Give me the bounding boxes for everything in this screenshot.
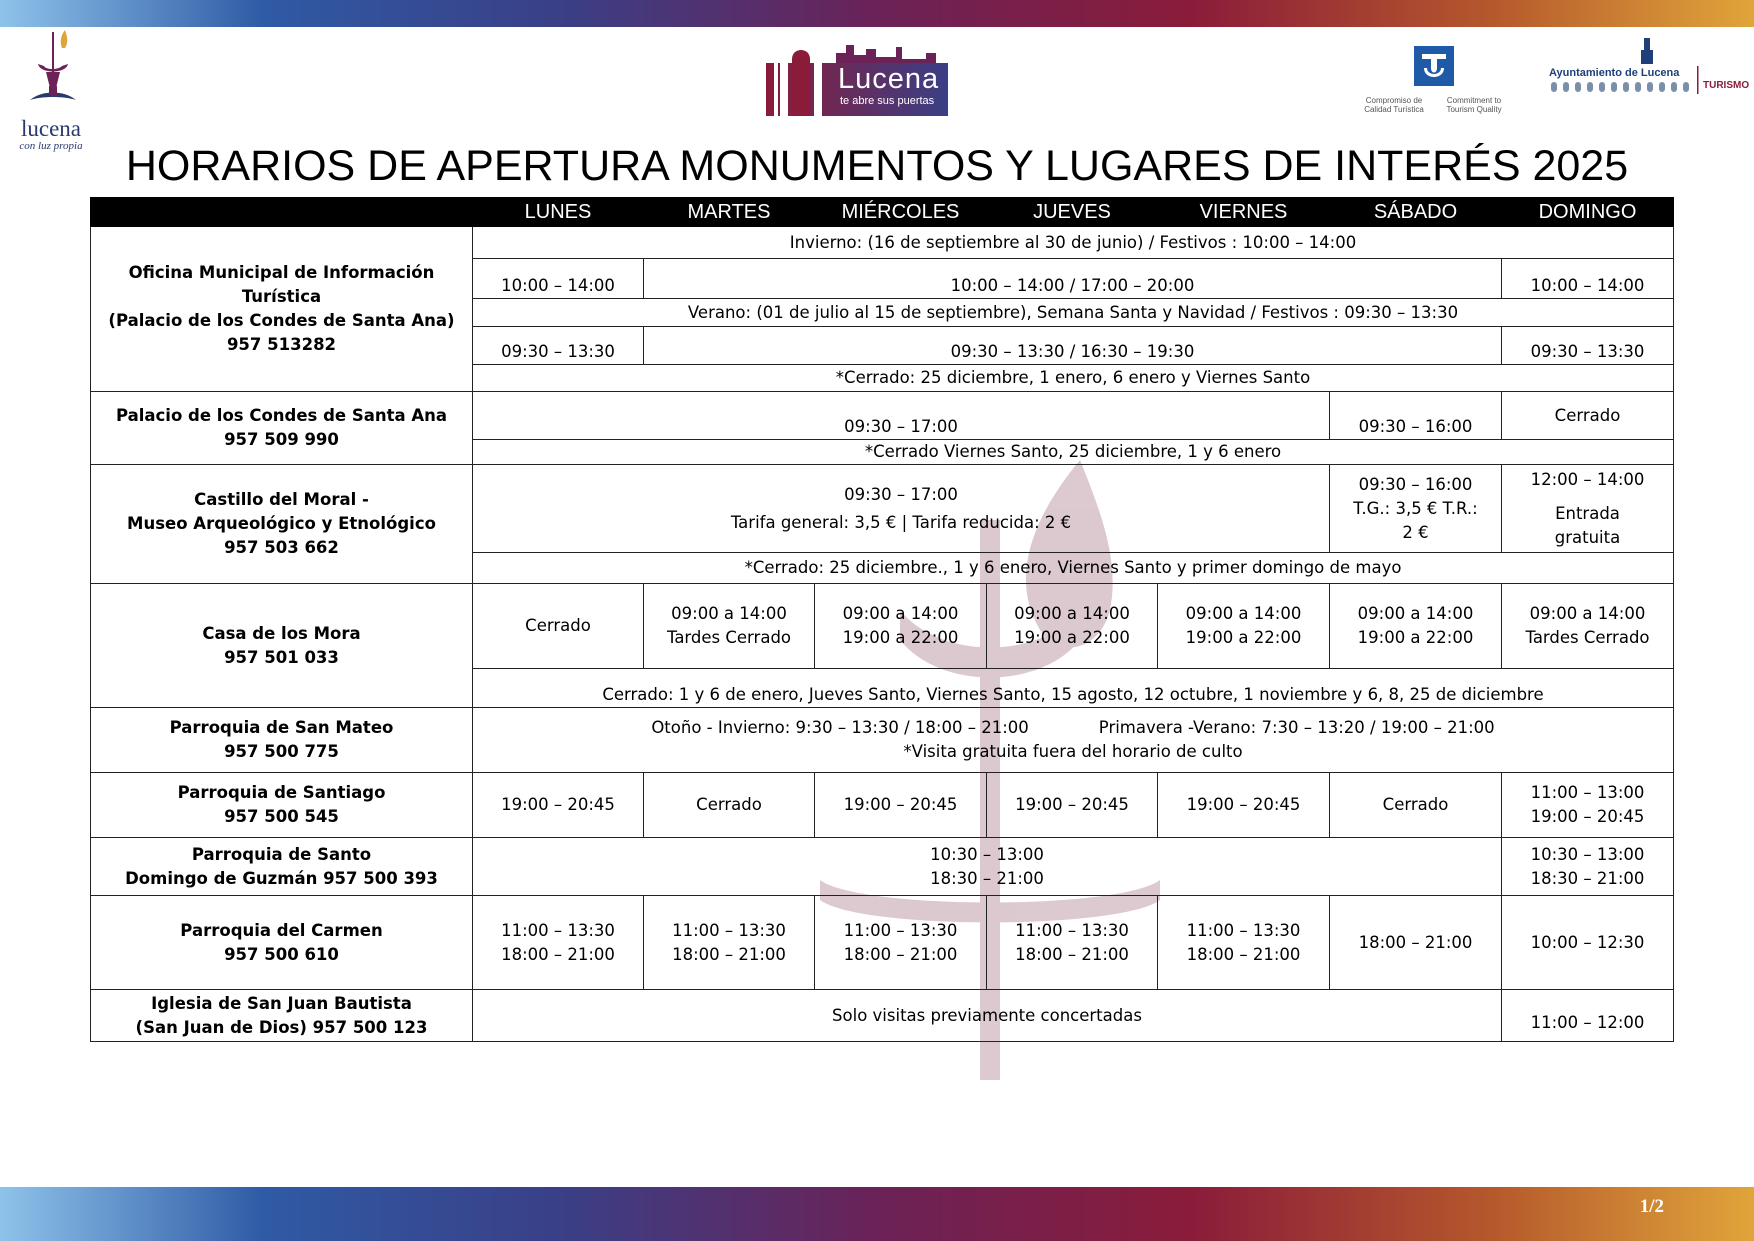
line-2: 19:00 a 22:00 <box>1185 628 1302 647</box>
place-name: Parroquia del Carmen <box>180 920 383 940</box>
sanjuan-sunday: 11:00 – 12:00 <box>1502 990 1674 1042</box>
top-color-band <box>0 0 1754 27</box>
place-name: Parroquia de San Mateo <box>169 718 394 737</box>
ayto-dept: TURISMO <box>1703 80 1750 91</box>
place-sanjuan <box>91 990 473 1042</box>
place-carmen <box>91 896 473 990</box>
oficina-summer-midweek: 09:30 – 13:30 / 16:30 – 19:30 <box>644 327 1502 365</box>
line-1: 11:00 – 13:30 <box>1015 920 1129 940</box>
carmen-tuesday <box>644 896 815 990</box>
header-saturday: SÁBADO <box>1330 198 1502 227</box>
page-number: 1/2 <box>1639 1196 1664 1217</box>
place-phone: 957 503 662 <box>224 538 339 557</box>
oficina-summer-monday: 09:30 – 13:30 <box>473 327 644 365</box>
place-phone: 957 501 033 <box>224 647 339 667</box>
place-castillo <box>91 465 473 584</box>
line-2: 19:00 a 22:00 <box>842 628 959 647</box>
line-1: 10:30 – 13:00 <box>1530 844 1645 864</box>
table-row <box>91 708 1674 773</box>
line-1: 09:00 a 14:00 <box>1357 604 1474 623</box>
castillo-sunday-note-1: Entrada <box>1555 503 1620 523</box>
line-2: 18:00 – 21:00 <box>1015 944 1129 964</box>
table-row <box>91 392 1674 440</box>
line-2: 18:30 – 21:00 <box>930 868 1044 888</box>
place-name-2: (Palacio de los Condes de Santa Ana) <box>108 311 455 330</box>
line-2: 18:00 – 21:00 <box>843 944 958 964</box>
line-1: 09:00 a 14:00 <box>1014 604 1130 623</box>
place-phone: 957 509 990 <box>224 430 339 449</box>
header-tuesday: MARTES <box>644 198 815 227</box>
place-palacio <box>91 392 473 465</box>
sanmateo-note: *Visita gratuita fuera del horario de culto <box>903 742 1243 761</box>
palacio-sunday: Cerrado <box>1502 392 1674 440</box>
header-thursday: JUEVES <box>987 198 1158 227</box>
oficina-winter-monday: 10:00 – 14:00 <box>473 259 644 299</box>
logo-left-word: lucena <box>20 116 81 141</box>
line-2: 19:00 – 20:45 <box>1530 807 1645 826</box>
place-sanmateo <box>91 708 473 773</box>
carmen-friday <box>1158 896 1330 990</box>
place-name: Castillo del Moral - <box>194 490 369 509</box>
logo-left-tagline: con luz propia <box>19 140 83 152</box>
place-phone: 957 500 545 <box>224 807 339 826</box>
line-2: Tardes Cerrado <box>666 628 792 647</box>
line-1: 11:00 – 13:30 <box>672 920 786 940</box>
table-row <box>91 227 1674 259</box>
quality-q-icon <box>1414 46 1454 86</box>
line-2: 19:00 a 22:00 <box>1357 628 1474 647</box>
palacio-closed: *Cerrado Viernes Santo, 25 diciembre, 1 y 6 enero <box>473 440 1674 465</box>
bottom-color-band <box>0 1187 1754 1241</box>
place-mora <box>91 584 473 708</box>
castillo-sunday <box>1502 465 1674 553</box>
line-2: Tardes Cerrado <box>1525 628 1650 647</box>
line-1: 10:30 – 13:00 <box>930 844 1044 864</box>
oficina-closed: *Cerrado: 25 diciembre, 1 enero, 6 enero y Viernes Santo <box>473 365 1674 392</box>
table-row <box>91 465 1674 553</box>
place-name: Parroquia de Santo <box>191 844 372 864</box>
santiago-wednesday: 19:00 – 20:45 <box>815 773 987 838</box>
place-santiago <box>91 773 473 838</box>
line-2: 18:30 – 21:00 <box>1530 868 1645 888</box>
lucena-luz-propia-logo <box>16 30 86 155</box>
ayuntamiento-lucena-logo <box>1545 36 1750 106</box>
table-row <box>91 838 1674 896</box>
santiago-saturday: Cerrado <box>1330 773 1502 838</box>
line-1: 11:00 – 13:30 <box>501 920 615 940</box>
santodomingo-sunday <box>1502 838 1674 896</box>
mora-sunday <box>1502 584 1674 669</box>
palacio-saturday: 09:30 – 16:00 <box>1330 392 1502 440</box>
calidad-turistica-logo <box>1356 44 1514 116</box>
line-2: 18:00 – 21:00 <box>501 944 615 964</box>
santiago-monday: 19:00 – 20:45 <box>473 773 644 838</box>
santiago-tuesday: Cerrado <box>644 773 815 838</box>
line-1: 09:00 a 14:00 <box>1185 604 1302 623</box>
castillo-saturday-fee-2: 2 € <box>1402 522 1429 542</box>
sanjuan-weekdays: Solo visitas previamente concertadas <box>473 990 1502 1042</box>
place-name-2: (San Juan de Dios) 957 500 123 <box>135 1017 428 1037</box>
mora-thursday <box>987 584 1158 669</box>
line-1: 09:00 a 14:00 <box>1529 604 1646 623</box>
place-name: Iglesia de San Juan Bautista <box>151 993 412 1013</box>
carmen-monday <box>473 896 644 990</box>
carmen-saturday: 18:00 – 21:00 <box>1330 896 1502 990</box>
sanmateo-autumn: Otoño - Invierno: 9:30 – 13:30 / 18:00 – 21:00 <box>651 718 1029 737</box>
oficina-winter-sunday: 10:00 – 14:00 <box>1502 259 1674 299</box>
mora-monday: Cerrado <box>473 584 644 669</box>
castillo-hours: 09:30 – 17:00 <box>844 484 958 504</box>
line-1: 09:00 a 14:00 <box>671 604 787 623</box>
table-row <box>91 584 1674 669</box>
lucena-puertas-logo <box>766 33 948 116</box>
castillo-sunday-hours: 12:00 – 14:00 <box>1530 469 1645 489</box>
header-friday: VIERNES <box>1158 198 1330 227</box>
sanmateo-seasons <box>473 716 1673 740</box>
palacio-weekdays: 09:30 – 17:00 <box>473 392 1330 440</box>
table-row <box>91 990 1674 1042</box>
line-1: 11:00 – 13:30 <box>1186 920 1301 940</box>
table-header-row <box>91 198 1674 227</box>
santiago-sunday <box>1502 773 1674 838</box>
line-2: 18:00 – 21:00 <box>672 944 786 964</box>
place-name: Oficina Municipal de Información Turística <box>128 263 435 306</box>
mora-friday <box>1158 584 1330 669</box>
place-name: Casa de los Mora <box>202 623 361 643</box>
castillo-weekdays <box>473 465 1330 553</box>
table-row <box>91 896 1674 990</box>
place-name-2: Domingo de Guzmán 957 500 393 <box>125 868 438 888</box>
line-1: 11:00 – 13:30 <box>843 920 958 940</box>
line-1: 09:00 a 14:00 <box>842 604 959 623</box>
sanmateo-spring: Primavera -Verano: 7:30 – 13:20 / 19:00 – 21:00 <box>1098 718 1495 737</box>
header-place <box>91 198 473 227</box>
line-2: 18:00 – 21:00 <box>1186 944 1301 964</box>
mora-wednesday <box>815 584 987 669</box>
castillo-closed: *Cerrado: 25 diciembre., 1 y 6 enero, Viernes Santo y primer domingo de mayo <box>473 553 1674 584</box>
candle-lamp-icon <box>16 30 86 120</box>
line-2: 19:00 a 22:00 <box>1014 628 1130 647</box>
table-row <box>91 773 1674 838</box>
sanmateo-hours <box>473 708 1674 773</box>
line-1: 11:00 – 13:00 <box>1530 783 1645 802</box>
castillo-saturday <box>1330 465 1502 553</box>
place-phone: 957 500 610 <box>224 944 339 964</box>
castillo-fees: Tarifa general: 3,5 € | Tarifa reducida: 2 € <box>730 512 1072 532</box>
page-title: HORARIOS DE APERTURA MONUMENTOS Y LUGARES DE INTERÉS 2025 <box>125 142 1629 190</box>
carmen-wednesday <box>815 896 987 990</box>
carmen-sunday: 10:00 – 12:30 <box>1502 896 1674 990</box>
mora-closed: Cerrado: 1 y 6 de enero, Jueves Santo, Viernes Santo, 15 agosto, 12 octubre, 1 noviembre y 6, 8, 25 de diciembre <box>473 669 1674 708</box>
mora-saturday <box>1330 584 1502 669</box>
castillo-sunday-note-2: gratuita <box>1554 527 1621 547</box>
santodomingo-weekdays <box>473 838 1502 896</box>
mora-tuesday <box>644 584 815 669</box>
logo-center-word: Lucena <box>838 63 940 95</box>
header-sunday: DOMINGO <box>1502 198 1674 227</box>
place-name-2: Museo Arqueológico y Etnológico <box>127 514 436 533</box>
place-name: Palacio de los Condes de Santa Ana <box>115 406 448 425</box>
place-name: Parroquia de Santiago <box>177 783 386 802</box>
quality-caption-2: Commitment to Tourism Quality <box>1446 96 1502 114</box>
oficina-winter-midweek: 10:00 – 14:00 / 17:00 – 20:00 <box>644 259 1502 299</box>
quality-caption-1: Compromiso de Calidad Turística <box>1364 96 1424 114</box>
santiago-thursday: 19:00 – 20:45 <box>987 773 1158 838</box>
oficina-winter-note: Invierno: (16 de septiembre al 30 de junio) / Festivos : 10:00 – 14:00 <box>473 227 1674 259</box>
place-phone: 957 513282 <box>226 335 337 354</box>
schedule-table <box>90 197 1674 1042</box>
logo-center-tagline: te abre sus puertas <box>840 95 935 107</box>
place-santodomingo <box>91 838 473 896</box>
castillo-saturday-fee-1: T.G.: 3,5 € T.R.: <box>1353 498 1478 518</box>
place-phone: 957 500 775 <box>224 742 339 761</box>
header-wednesday: MIÉRCOLES <box>815 198 987 227</box>
castillo-saturday-hours: 09:30 – 16:00 <box>1358 474 1473 494</box>
oficina-summer-sunday: 09:30 – 13:30 <box>1502 327 1674 365</box>
carmen-thursday <box>987 896 1158 990</box>
header-monday: LUNES <box>473 198 644 227</box>
place-oficina <box>91 227 473 392</box>
oficina-summer-note: Verano: (01 de julio al 15 de septiembre), Semana Santa y Navidad / Festivos : 09:30 – 13:30 <box>473 299 1674 327</box>
ayto-name: Ayuntamiento de Lucena <box>1549 67 1680 79</box>
santiago-friday: 19:00 – 20:45 <box>1158 773 1330 838</box>
